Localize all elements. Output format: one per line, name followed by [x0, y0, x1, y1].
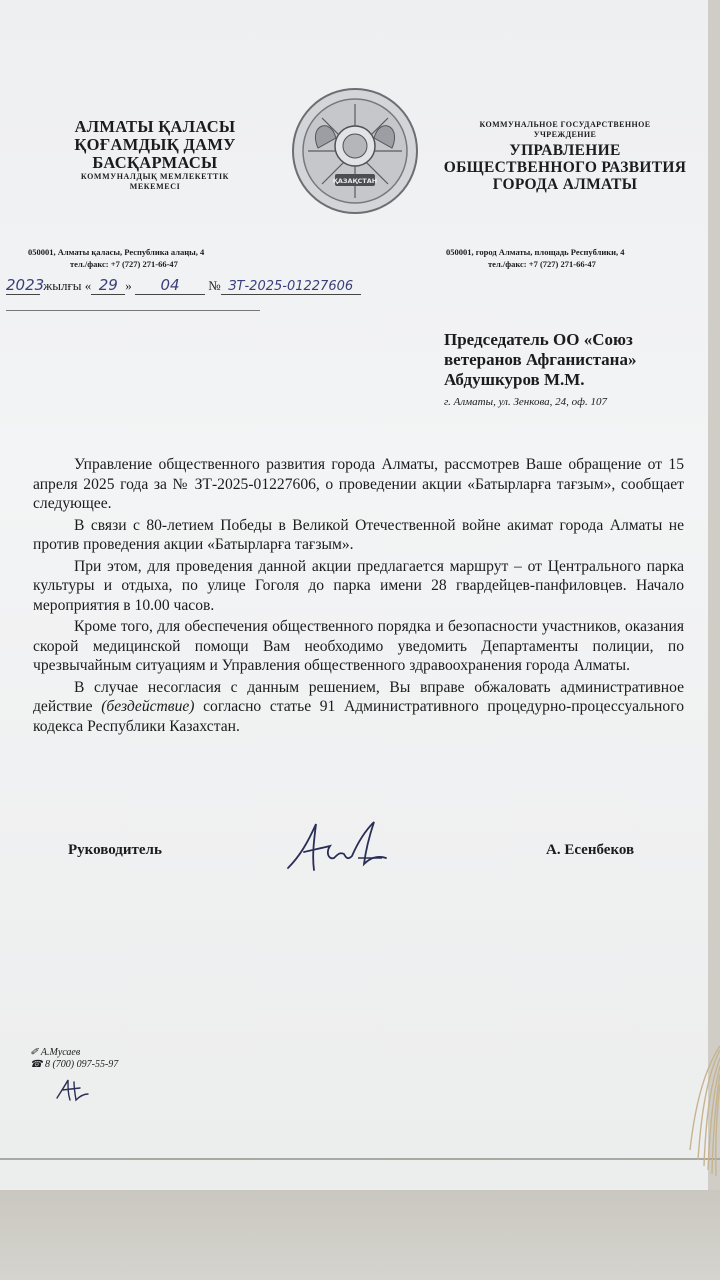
body-paragraph-2: В связи с 80-летием Победы в Великой Отечественной войне акимат города Алматы не против проведения акции «Батырларға тағзым».	[33, 516, 684, 553]
recipient-block	[444, 330, 704, 390]
body-paragraph-3: При этом, для проведения данной акции предлагается маршрут – от Центрального парка культуры и отдыха, по улице Гоголя до парка имени 28 гвардейцев-панфиловцев. Начало мероприятия в 10.00 часов.	[33, 557, 684, 614]
ru-org-name	[440, 142, 690, 193]
kz-org-line1: АЛМАТЫ ҚАЛАСЫ	[74, 117, 236, 136]
ru-org-line2: ОБЩЕСТВЕННОГО РАЗВИТИЯ	[443, 159, 687, 176]
kz-org-line2: ҚОҒАМДЫҚ ДАМУ	[74, 135, 236, 154]
reg-month: 04	[135, 276, 205, 295]
handwritten-signature	[282, 812, 402, 882]
ru-address-line1: 050001, город Алматы, площадь Республики, 4	[446, 247, 625, 257]
body-paragraph-4: Кроме того, для обеспечения общественного порядка и безопасности участников, оказания скорой медицинской помощи Вам необходимо уведомить Департаменты полиции, по чрезвычайным ситуациям и Управления общественного здравоохранения города Алматы.	[33, 618, 684, 674]
executor-name: ✐ А.Мусаев	[30, 1047, 81, 1058]
body-paragraph-1: Управление общественного развития города Алматы, рассмотрев Ваше обращение от 15 апреля 2025 года за № ЗТ-2025-01227606, о проведении акции «Батырларға тағзым», сообщает следующее.	[33, 456, 684, 512]
kz-address-phone: тел./факс: +7 (727) 271-66-47	[70, 259, 178, 269]
ru-org-line1: УПРАВЛЕНИЕ	[509, 142, 621, 159]
kz-org-type	[40, 172, 270, 192]
reg-year-suffix: жылғы «	[43, 278, 92, 293]
signatory-name: А. Есенбеков	[546, 842, 635, 858]
state-emblem-icon	[290, 86, 420, 216]
kz-org-line3: БАСҚАРМАСЫ	[92, 153, 218, 172]
kz-address	[28, 246, 268, 270]
letter-body	[33, 455, 684, 738]
body-p5-after: согласно статье 91 Административного процедурно-процессуального кодекса Республики Казахстан.	[33, 698, 685, 735]
recipient-line1: Председатель ОО «Союз	[444, 330, 633, 349]
body-paragraph-5	[33, 678, 684, 737]
registration-line	[6, 276, 361, 295]
executor-phone: ☎ 8 (700) 097-55-97	[30, 1059, 119, 1070]
body-p5-italic: (бездействие)	[101, 698, 195, 715]
ru-org-type	[450, 120, 680, 140]
handwritten-initials	[54, 1078, 90, 1104]
reg-year: 2023	[6, 276, 45, 294]
reg-number-prefix: №	[208, 278, 221, 293]
ru-sub-line1: КОММУНАЛЬНОЕ ГОСУДАРСТВЕННОЕ	[479, 120, 651, 129]
recipient-address: г. Алматы, ул. Зенкова, 24, оф. 107	[444, 396, 607, 408]
registration-rule	[6, 310, 260, 311]
ru-address	[446, 246, 686, 270]
kz-sub-line2: МЕКЕМЕСІ	[129, 182, 181, 191]
signatory-role: Руководитель	[68, 842, 162, 858]
sleeve-edge	[0, 1158, 720, 1160]
kz-address-line1: 050001, Алматы қаласы, Республика алаңы, 4	[28, 247, 205, 257]
reg-day-close: »	[125, 278, 132, 293]
executor-info	[30, 1047, 118, 1071]
reg-number: ЗТ-2025-01227606	[221, 279, 361, 295]
kz-sub-line1: КОММУНАЛДЫҚ МЕМЛЕКЕТТІК	[80, 172, 230, 181]
ru-org-line3: ГОРОДА АЛМАТЫ	[492, 176, 638, 193]
recipient-line2: ветеранов Афганистана»	[444, 350, 637, 369]
emblem-text: ҚАЗАҚСТАН	[332, 177, 378, 185]
reg-day: 29	[91, 276, 125, 295]
body-p5-before: В случае несогласия с данным решением, Вы вправе обжаловать административное действие	[33, 678, 684, 715]
recipient-line3: Абдушкуров М.М.	[444, 370, 585, 389]
tablecloth-fringe	[680, 1040, 720, 1180]
ru-sub-line2: УЧРЕЖДЕНИЕ	[533, 130, 597, 139]
table-surface	[0, 1190, 720, 1280]
kz-org-name	[40, 118, 270, 172]
ru-address-phone: тел./факс: +7 (727) 271-66-47	[488, 259, 596, 269]
